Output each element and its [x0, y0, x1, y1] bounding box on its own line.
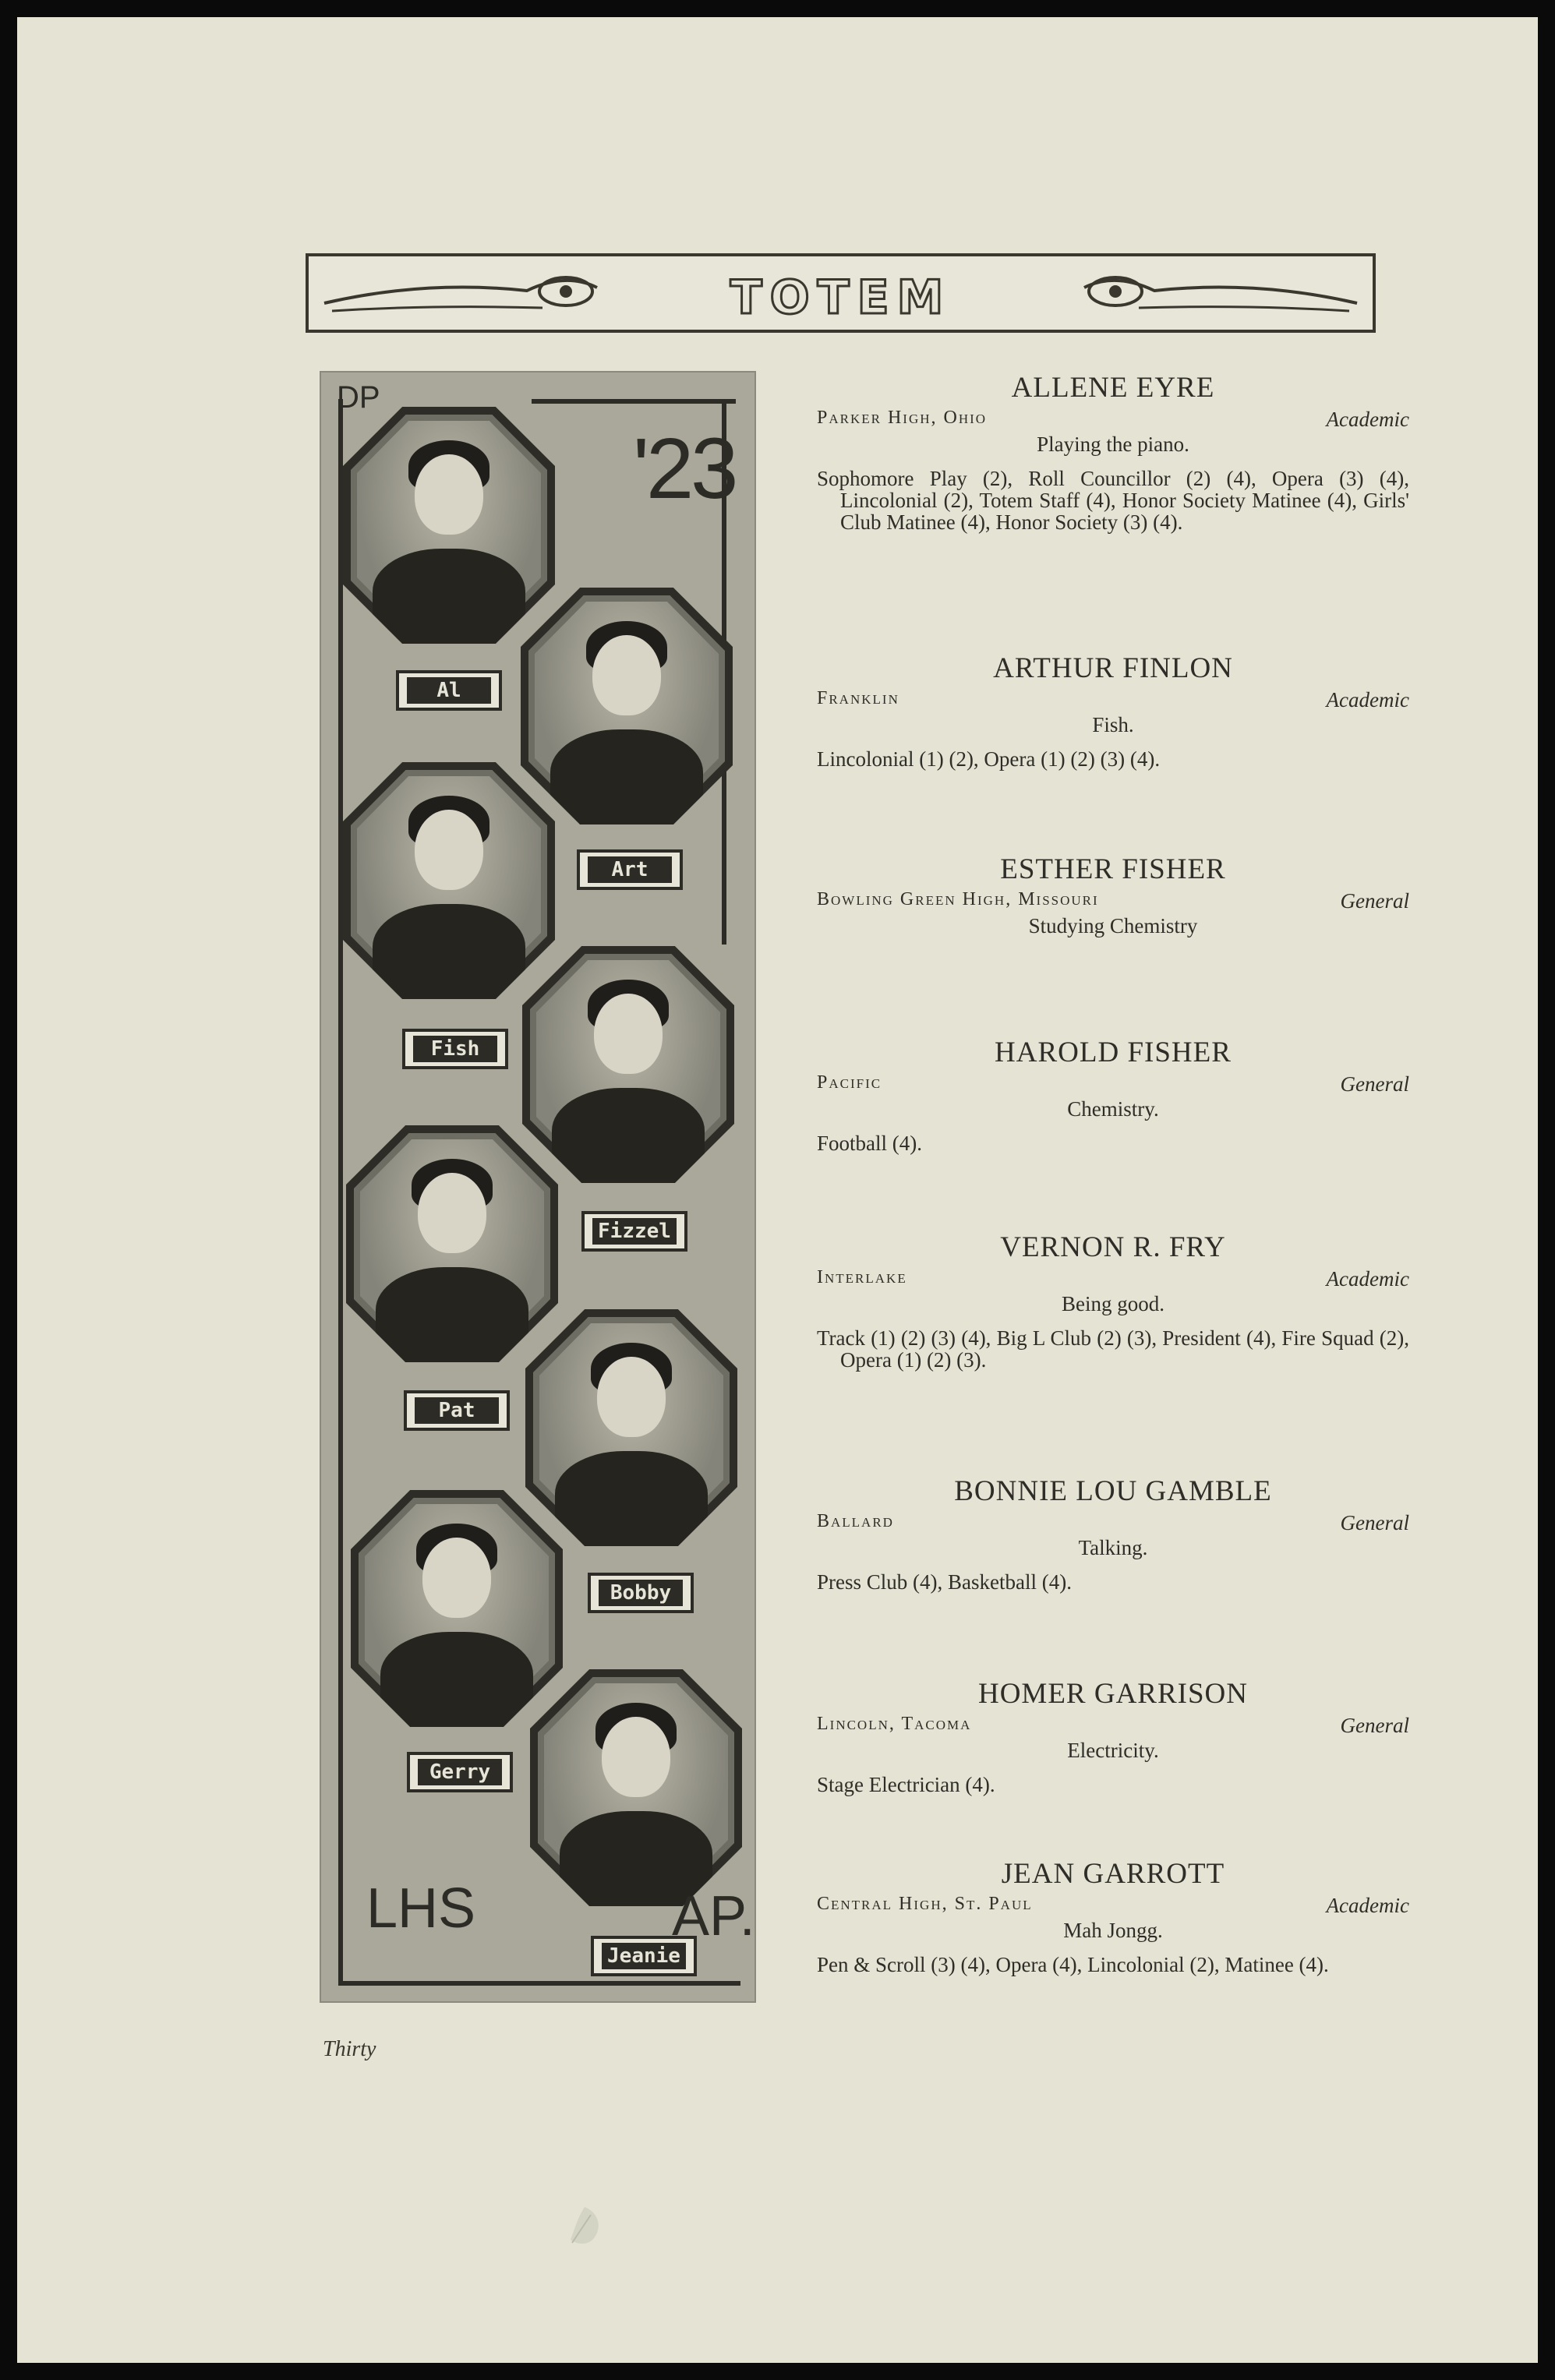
student-school: Interlake: [817, 1267, 907, 1287]
portrait-photo: [525, 1309, 737, 1546]
student-activities: Sophomore Play (2), Roll Councillor (2) (4), Opera (3) (4), Lincolonial (2), Totem Staff (4), Honor Society Matinee (4), Girls' Club Matinee (4), Honor Society (3) (4).: [817, 467, 1409, 534]
page-number: Thirty: [323, 2037, 376, 2061]
student-school: Parker High, Ohio: [817, 408, 988, 428]
nickname-tag: Al: [396, 670, 502, 711]
student-school: Central High, St. Paul: [817, 1894, 1033, 1914]
student-school: Pacific: [817, 1072, 882, 1093]
student-course: Academic: [1326, 688, 1409, 712]
student-course: General: [1340, 1714, 1409, 1737]
student-name: JEAN GARROTT: [1001, 1858, 1225, 1890]
student-motto: Fish.: [1092, 713, 1134, 736]
yearbook-page: [17, 17, 1538, 2363]
monogram-top-left: DP: [337, 380, 380, 415]
portrait-photo: [351, 1490, 563, 1727]
nickname-tag: Art: [577, 849, 683, 890]
student-course: Academic: [1326, 1894, 1409, 1917]
student-motto: Being good.: [1062, 1292, 1164, 1315]
portrait-photo: [346, 1125, 558, 1362]
student-activities: Lincolonial (1) (2), Opera (1) (2) (3) (4).: [817, 747, 1161, 771]
student-entry: [817, 651, 1409, 770]
student-course: General: [1340, 889, 1409, 913]
student-name: VERNON R. FRY: [1000, 1231, 1226, 1263]
student-school: Ballard: [817, 1511, 894, 1531]
nickname-tag: Pat: [404, 1390, 510, 1431]
student-motto: Mah Jongg.: [1063, 1919, 1163, 1942]
photo-panel: [320, 371, 756, 2003]
student-name: HAROLD FISHER: [995, 1036, 1232, 1068]
student-motto: Talking.: [1078, 1536, 1148, 1559]
leaf-watermark-icon: [563, 2204, 606, 2248]
student-entry: [817, 1231, 1409, 1371]
student-activities: Pen & Scroll (3) (4), Opera (4), Lincolonial (2), Matinee (4).: [817, 1953, 1329, 1976]
student-motto: Playing the piano.: [1037, 433, 1189, 456]
student-entry: [817, 1857, 1409, 1976]
student-course: General: [1340, 1511, 1409, 1534]
student-name: HOMER GARRISON: [977, 1678, 1248, 1710]
student-activities: Football (4).: [817, 1132, 922, 1155]
portrait-photo: [343, 762, 555, 999]
class-year: '23: [633, 421, 736, 517]
student-motto: Studying Chemistry: [1028, 914, 1198, 938]
portrait-photo: [522, 946, 734, 1183]
totem-banner: [306, 253, 1376, 333]
student-course: General: [1340, 1072, 1409, 1096]
student-course: Academic: [1326, 1267, 1409, 1291]
student-activities: Press Club (4), Basketball (4).: [817, 1570, 1072, 1594]
student-entry: [817, 1474, 1409, 1593]
student-school: Lincoln, Tacoma: [817, 1714, 972, 1734]
portrait-photo: [530, 1669, 742, 1906]
student-name: ALLENE EYRE: [1011, 372, 1215, 404]
portrait-photo: [521, 588, 733, 825]
portrait-photo: [343, 407, 555, 644]
student-entry: [817, 853, 1409, 938]
student-name: ESTHER FISHER: [1000, 853, 1226, 885]
banner-title: TOTEM: [730, 270, 952, 325]
nickname-tag: Fish: [402, 1029, 508, 1069]
nickname-tag: Bobby: [588, 1573, 694, 1613]
student-course: Academic: [1326, 408, 1409, 431]
student-entry: [817, 1036, 1409, 1154]
nickname-tag: Jeanie: [591, 1936, 697, 1976]
student-entry: [817, 371, 1409, 533]
monogram-ap: AP.: [672, 1885, 755, 1947]
nickname-tag: Fizzel: [581, 1211, 687, 1252]
student-entry: [817, 1677, 1409, 1796]
student-name: ARTHUR FINLON: [993, 652, 1233, 684]
student-school: Bowling Green High, Missouri: [817, 889, 1099, 909]
monogram-lhs: LHS: [366, 1877, 476, 1940]
student-activities: Stage Electrician (4).: [817, 1773, 995, 1796]
nickname-tag: Gerry: [407, 1752, 513, 1792]
student-school: Franklin: [817, 688, 899, 708]
student-motto: Chemistry.: [1067, 1097, 1159, 1121]
student-motto: Electricity.: [1067, 1739, 1159, 1762]
student-activities: Track (1) (2) (3) (4), Big L Club (2) (3), President (4), Fire Squad (2), Opera (1) (2) (3).: [817, 1326, 1409, 1372]
student-name: BONNIE LOU GAMBLE: [954, 1475, 1272, 1507]
